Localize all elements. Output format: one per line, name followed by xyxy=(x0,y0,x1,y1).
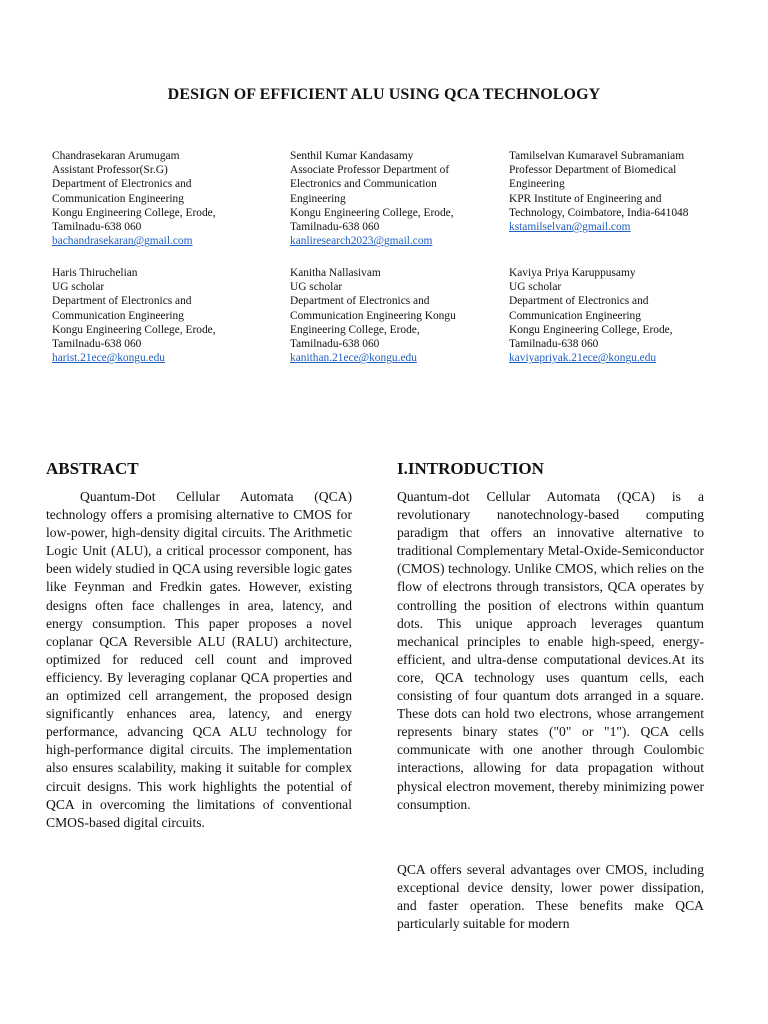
author-name: Chandrasekaran Arumugam xyxy=(52,150,180,162)
abstract-paragraph: Quantum-Dot Cellular Automata (QCA) technology offers a promising alternative to CMOS for low-power, high-density digital circuits. The Arithmetic Logic Unit (ALU), a critical processor component, has been widely studied in QCA using reversible logic gates like Feynman and Fredkin gates. However, existing designs often face challenges in area, latency, and energy consumption. This paper proposes a novel coplanar QCA Reversible ALU (RALU) architecture, optimized for reduced cell count and improved efficiency. By leveraging coplanar QCA properties and an optimized cell arrangement, the proposed design significantly enhances area, latency, and energy performance, advancing QCA ALU technology for high-performance digital circuits. The implementation also ensures scalability, making it suitable for complex circuit designs. This work highlights the potential of QCA in overcoming the limitations of conventional CMOS-based digital circuits. xyxy=(46,489,352,830)
author-affiliation-line: Associate Professor Department of xyxy=(290,164,450,177)
paper-title: DESIGN OF EFFICIENT ALU USING QCA TECHNOLOGY xyxy=(167,86,601,103)
author-block xyxy=(290,149,490,248)
author-email-link[interactable]: bachandrasekaran@gmail.com xyxy=(52,235,193,248)
author-affiliation-line: Communication Engineering xyxy=(52,309,184,322)
author-affiliation-line: Kongu Engineering College, Erode, xyxy=(52,206,216,219)
author-affiliation-line: Department of Electronics and xyxy=(52,178,192,191)
author-email-link[interactable]: kaviyapriyak.21ece@kongu.edu xyxy=(509,352,657,365)
author-affiliation-line: Electronics and Communication xyxy=(290,178,437,191)
author-affiliation-line: UG scholar xyxy=(509,281,562,294)
abstract-heading: ABSTRACT xyxy=(46,459,139,478)
author-name: Senthil Kumar Kandasamy xyxy=(290,150,414,162)
author-affiliation-line: Kongu Engineering College, Erode, xyxy=(52,323,216,336)
author-name: Kaviya Priya Karuppusamy xyxy=(509,267,636,279)
author-name: Tamilselvan Kumaravel Subramaniam xyxy=(509,150,685,162)
author-email-link[interactable]: kstamilselvan@gmail.com xyxy=(509,221,631,234)
author-block xyxy=(509,266,724,365)
author-affiliation-line: Kongu Engineering College, Erode, xyxy=(509,323,673,336)
author-affiliation-line: UG scholar xyxy=(52,281,105,294)
author-affiliation-line: Engineering College, Erode, xyxy=(290,323,420,336)
author-affiliation-line: Tamilnadu-638 060 xyxy=(509,338,599,351)
author-email-link[interactable]: harist.21ece@kongu.edu xyxy=(52,352,165,365)
author-affiliation-line: Department of Electronics and xyxy=(509,295,649,308)
author-affiliation-line: Professor Department of Biomedical xyxy=(509,164,677,177)
introduction-body-continued xyxy=(397,861,704,933)
author-block xyxy=(509,149,724,234)
author-affiliation-line: Department of Electronics and xyxy=(52,295,192,308)
author-affiliation-line: Kongu Engineering College, Erode, xyxy=(290,206,454,219)
author-affiliation-line: Engineering xyxy=(509,178,565,191)
author-block xyxy=(290,266,495,365)
author-affiliation-line: Tamilnadu-638 060 xyxy=(52,221,142,234)
introduction-heading: I.INTRODUCTION xyxy=(397,459,544,478)
author-affiliation-line: Assistant Professor(Sr.G) xyxy=(52,164,168,177)
author-affiliation-line: Communication Engineering Kongu xyxy=(290,309,456,322)
abstract-body xyxy=(46,488,352,832)
author-email-link[interactable]: kanithan.21ece@kongu.edu xyxy=(290,352,417,365)
introduction-paragraph: Quantum-dot Cellular Automata (QCA) is a revolutionary nanotechnology-based computing paradigm that offers an innovative alternative to traditional Complementary Metal-Oxide-Semiconductor (CMOS) technology. Unlike CMOS, which relies on the flow of electrons through transistors, QCA operates by controlling the position of electrons within quantum dots. This unique approach leverages quantum mechanical principles to enable high-speed, energy-efficient, and ultra-dense computational devices.At its core, QCA technology uses quantum cells, each consisting of four quantum dots arranged in a square. These dots can hold two electrons, whose arrangement represents binary states ("0" or "1"). QCA cells communicate with one another through Coulombic interactions, allowing for data propagation without physical electron movement, thereby minimizing power consumption. xyxy=(397,489,704,812)
author-email-link[interactable]: kanliresearch2023@gmail.com xyxy=(290,235,433,248)
author-affiliation-line: Technology, Coimbatore, India-641048 xyxy=(509,206,689,219)
author-name: Haris Thiruchelian xyxy=(52,267,138,279)
author-affiliation-line: Tamilnadu-638 060 xyxy=(52,338,142,351)
author-affiliation-line: Communication Engineering xyxy=(52,192,184,205)
author-affiliation-line: Department of Electronics and xyxy=(290,295,430,308)
introduction-body xyxy=(397,488,704,814)
author-block xyxy=(52,266,282,365)
author-affiliation-line: UG scholar xyxy=(290,281,343,294)
author-affiliation-line: Engineering xyxy=(290,192,346,205)
author-affiliation-line: Tamilnadu-638 060 xyxy=(290,338,380,351)
author-affiliation-line: Communication Engineering xyxy=(509,309,641,322)
author-affiliation-line: KPR Institute of Engineering and xyxy=(509,192,662,205)
author-name: Kanitha Nallasivam xyxy=(290,267,381,279)
author-affiliation-line: Tamilnadu-638 060 xyxy=(290,221,380,234)
introduction-paragraph: QCA offers several advantages over CMOS, including exceptional device density, lower power dissipation, and faster operation. These benefits make QCA particularly suitable for modern xyxy=(397,862,704,932)
author-block xyxy=(52,149,282,248)
